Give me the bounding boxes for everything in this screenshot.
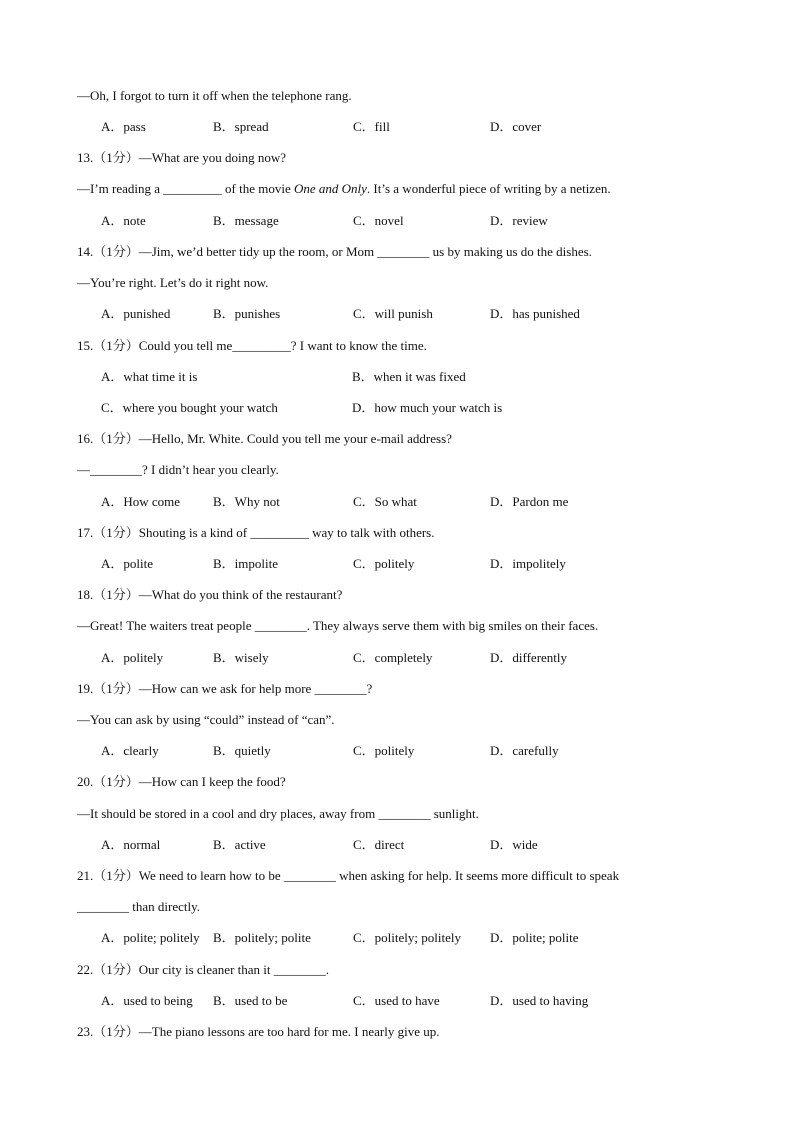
question-15-options-row2 xyxy=(101,400,761,416)
option-a: A．what time it is xyxy=(101,369,198,384)
option-d: D．how much your watch is xyxy=(352,400,503,415)
option-d: D．review xyxy=(490,213,548,228)
question-17-options xyxy=(101,556,761,572)
option-b: B．active xyxy=(213,837,266,852)
option-c: C．completely xyxy=(353,650,433,665)
question-16-options xyxy=(101,494,761,510)
option-a: A．clearly xyxy=(101,743,159,758)
question-18-options xyxy=(101,650,761,666)
option-a: A．polite; politely xyxy=(101,930,200,945)
option-b: B．impolite xyxy=(213,556,279,571)
question-18-dialogue: —Great! The waiters treat people ________. They always serve them with big smiles on their faces. xyxy=(77,618,599,633)
option-b: B．politely; polite xyxy=(213,930,311,945)
question-13-dialogue xyxy=(77,181,611,197)
movie-title: One and Only xyxy=(293,181,367,196)
option-c: C．politely xyxy=(353,556,415,571)
option-d: D．polite; polite xyxy=(490,930,579,945)
option-c: C．politely xyxy=(353,743,415,758)
option-d: D．differently xyxy=(490,650,568,665)
option-a: A．used to being xyxy=(101,993,193,1008)
question-14-options xyxy=(101,306,761,322)
question-21-options xyxy=(101,930,761,946)
question-18-stem: 18.（1分）—What do you think of the restaurant? xyxy=(77,587,343,602)
question-16-stem: 16.（1分）—Hello, Mr. White. Could you tell me your e-mail address? xyxy=(77,431,452,446)
option-c: C．will punish xyxy=(353,306,433,321)
option-c: C．direct xyxy=(353,837,405,852)
question-14-stem: 14.（1分）—Jim, we’d better tidy up the room, or Mom ________ us by making us do the dishes. xyxy=(77,244,592,259)
question-13-text-a: —I’m reading a _________ of the movie xyxy=(77,181,294,196)
option-d: D．impolitely xyxy=(490,556,566,571)
option-a: A．politely xyxy=(101,650,164,665)
question-13-text-b: . It’s a wonderful piece of writing by a netizen. xyxy=(366,181,611,196)
option-b: B．Why not xyxy=(213,494,280,509)
question-20-stem: 20.（1分）—How can I keep the food? xyxy=(77,774,286,789)
question-13-options xyxy=(101,213,761,229)
option-d: D．cover xyxy=(490,119,542,134)
question-23-stem: 23.（1分）—The piano lessons are too hard for me. I nearly give up. xyxy=(77,1024,440,1039)
option-b: B．quietly xyxy=(213,743,271,758)
option-a: A．note xyxy=(101,213,146,228)
question-15-options-row1 xyxy=(101,369,761,385)
option-c: C．fill xyxy=(353,119,390,134)
question-22-stem: 22.（1分）Our city is cleaner than it ________. xyxy=(77,962,330,977)
question-19-dialogue: —You can ask by using “could” instead of “can”. xyxy=(77,712,335,727)
option-c: C．So what xyxy=(353,494,417,509)
question-20-dialogue: —It should be stored in a cool and dry places, away from ________ sunlight. xyxy=(77,806,479,821)
option-b: B．wisely xyxy=(213,650,269,665)
option-a: A．pass xyxy=(101,119,146,134)
option-d: D．Pardon me xyxy=(490,494,569,509)
question-14-dialogue: —You’re right. Let’s do it right now. xyxy=(77,275,269,290)
question-12-dialogue: —Oh, I forgot to turn it off when the telephone rang. xyxy=(77,88,352,103)
option-a: A．normal xyxy=(101,837,161,852)
question-21-stem-cont: ________ than directly. xyxy=(77,899,200,914)
option-c: C．novel xyxy=(353,213,404,228)
option-b: B．message xyxy=(213,213,279,228)
option-c: C．used to have xyxy=(353,993,440,1008)
option-b: B．spread xyxy=(213,119,269,134)
option-c: C．where you bought your watch xyxy=(101,400,278,415)
question-19-options xyxy=(101,743,761,759)
question-22-options xyxy=(101,993,761,1009)
question-15-stem: 15.（1分）Could you tell me_________? I want to know the time. xyxy=(77,338,427,353)
option-c: C．politely; politely xyxy=(353,930,461,945)
option-b: B．when it was fixed xyxy=(352,369,466,384)
question-17-stem: 17.（1分）Shouting is a kind of _________ way to talk with others. xyxy=(77,525,435,540)
option-d: D．carefully xyxy=(490,743,559,758)
option-a: A．How come xyxy=(101,494,181,509)
question-19-stem: 19.（1分）—How can we ask for help more ________? xyxy=(77,681,373,696)
option-d: D．used to having xyxy=(490,993,589,1008)
option-b: B．punishes xyxy=(213,306,281,321)
option-a: A．polite xyxy=(101,556,153,571)
question-21-stem: 21.（1分）We need to learn how to be ________ when asking for help. It seems more difficult to speak xyxy=(77,868,620,883)
question-12-options xyxy=(101,119,761,135)
option-a: A．punished xyxy=(101,306,171,321)
option-b: B．used to be xyxy=(213,993,288,1008)
question-20-options xyxy=(101,837,761,853)
option-d: D．has punished xyxy=(490,306,580,321)
question-16-dialogue: —________? I didn’t hear you clearly. xyxy=(77,462,279,477)
question-13-stem: 13.（1分）—What are you doing now? xyxy=(77,150,287,165)
option-d: D．wide xyxy=(490,837,538,852)
